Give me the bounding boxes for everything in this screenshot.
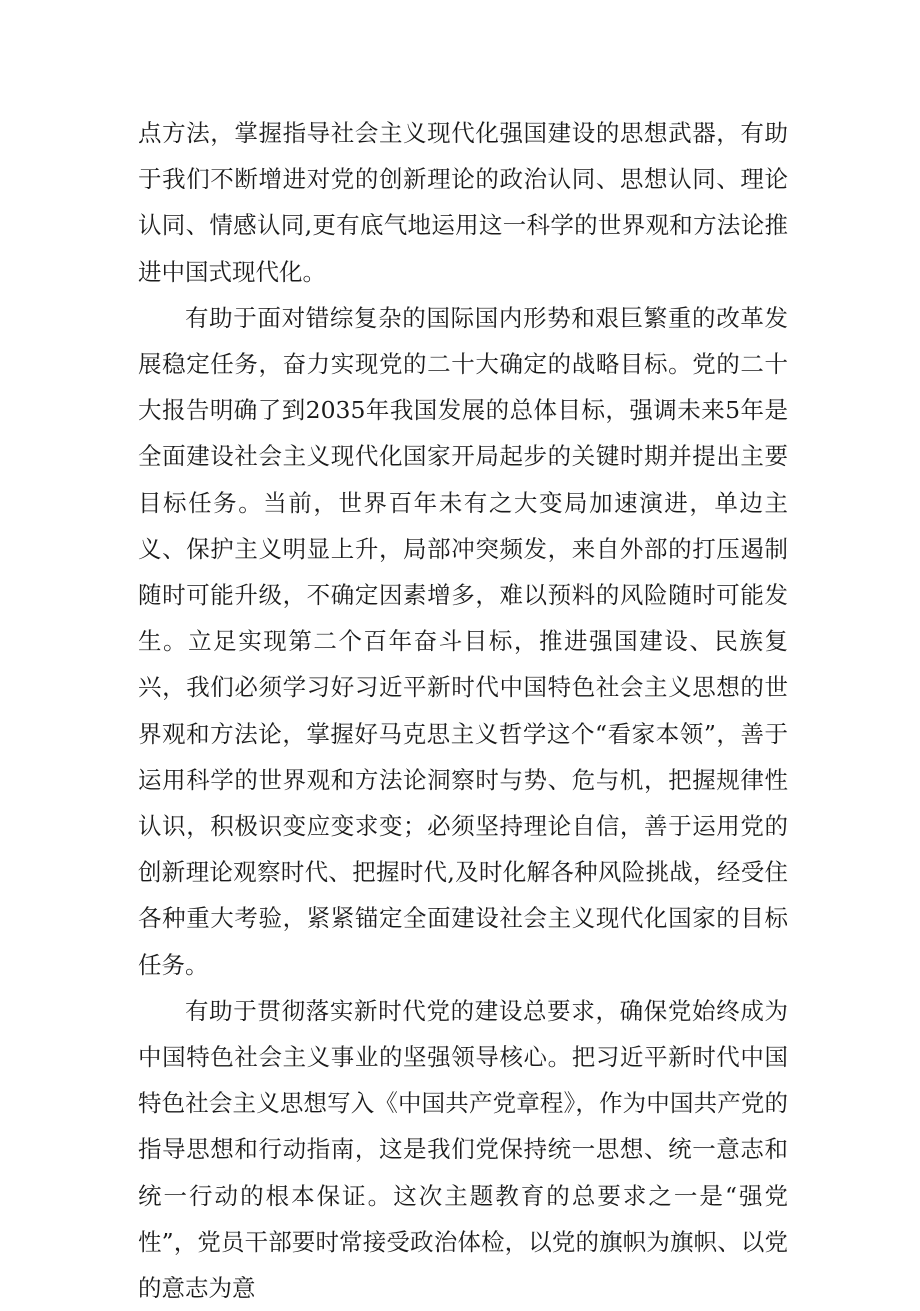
paragraph-continued: 点方法，掌握指导社会主义现代化强国建设的思想武器，有助于我们不断增进对党的创新理论的政治认同、思想认同、理论认同、情感认同,更有底气地运用这一科学的世界观和方法论推进中国式现代化。 <box>138 119 788 286</box>
paragraph: 有助于贯彻落实新时代党的建设总要求，确保党始终成为中国特色社会主义事业的坚强领导核心。把习近平新时代中国特色社会主义思想写入《中国共产党章程》，作为中国共产党的指导思想和行动指南，这是我们党保持统一思想、统一意志和统一行动的根本保证。这次主题教育的总要求之一是“强党性”，党员干部要时常接受政治体检，以党的旗帜为旗帜、以党的意志为意 <box>138 996 788 1303</box>
body-text <box>138 110 788 1311</box>
paragraph: 有助于面对错综复杂的国际国内形势和艰巨繁重的改革发展稳定任务，奋力实现党的二十大确定的战略目标。党的二十大报告明确了到2035年我国发展的总体目标，强调未来5年是全面建设社会主义现代化国家开局起步的关键时期并提出主要目标任务。当前，世界百年未有之大变局加速演进，单边主义、保护主义明显上升，局部冲突频发，来自外部的打压遏制随时可能升级，不确定因素增多，难以预料的风险随时可能发生。立足实现第二个百年奋斗目标，推进强国建设、民族复兴，我们必须学习好习近平新时代中国特色社会主义思想的世界观和方法论，掌握好马克思主义哲学这个“看家本领”，善于运用科学的世界观和方法论洞察时与势、危与机，把握规律性认识，积极识变应变求变；必须坚持理论自信，善于运用党的创新理论观察时代、把握时代,及时化解各种风险挑战，经受住各种重大考验，紧紧锚定全面建设社会主义现代化国家的目标任务。 <box>138 303 788 979</box>
